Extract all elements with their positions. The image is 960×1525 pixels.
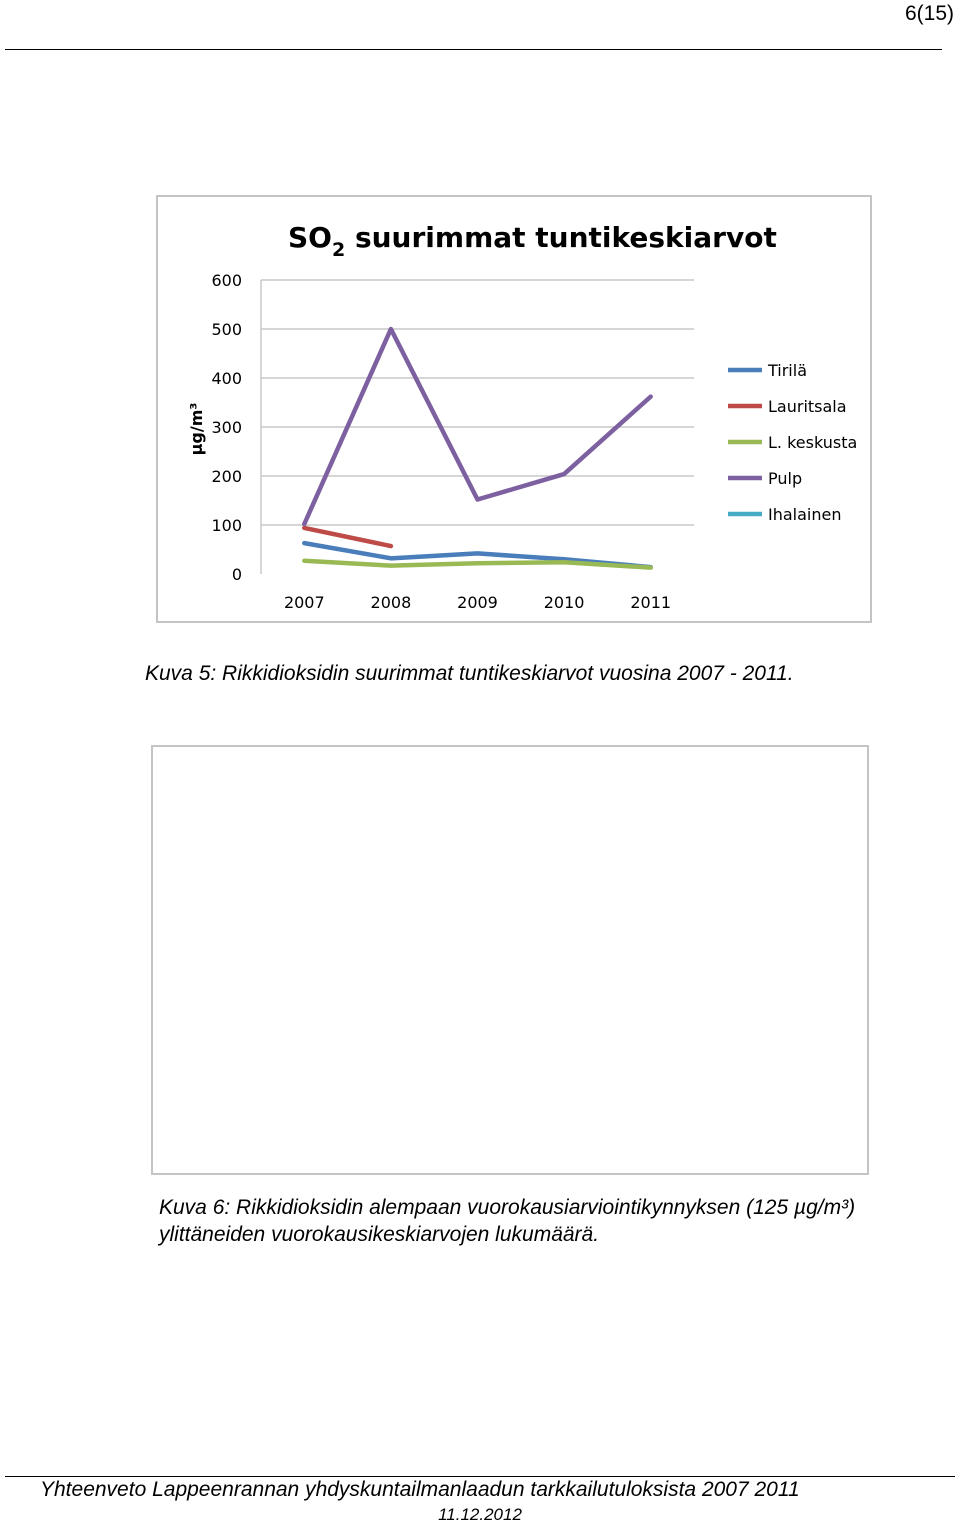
legend-label: Lauritsala	[768, 397, 847, 416]
chart-title-rest: suurimmat tuntikeskiarvot	[345, 221, 777, 254]
x-tick-label: 2010	[543, 593, 585, 612]
y-tick-label: 0	[231, 565, 242, 584]
grid-layer	[261, 280, 694, 574]
series-layer	[304, 329, 650, 568]
y-tick-label: 500	[211, 320, 242, 339]
legend-label: Tirilä	[768, 361, 807, 380]
so2-line-chart	[156, 195, 872, 623]
figure-6-frame	[151, 745, 869, 1175]
y-tick-label: 600	[211, 271, 242, 290]
footer-text: Yhteenveto Lappeenrannan yhdyskuntailmanlaadun tarkkailutuloksista 2007 2011	[40, 1478, 800, 1501]
y-tick-label: 200	[211, 467, 242, 486]
x-tick-label: 2009	[457, 593, 498, 612]
legend-label: L. keskusta	[768, 433, 858, 452]
chart-title	[288, 221, 777, 261]
y-tick-labels	[211, 271, 242, 584]
page-number: 6(15)	[904, 2, 954, 25]
chart-svg	[158, 197, 874, 625]
y-tick-label: 400	[211, 369, 242, 388]
y-tick-label: 300	[211, 418, 242, 437]
legend-label: Pulp	[768, 469, 803, 488]
y-tick-label: 100	[211, 516, 242, 535]
footer-rule	[5, 1476, 955, 1477]
y-axis-label: µg/m³	[187, 402, 206, 456]
x-tick-labels	[284, 593, 671, 612]
legend	[728, 361, 857, 524]
legend-label: Ihalainen	[768, 505, 842, 524]
chart-title-subscript: 2	[331, 239, 346, 261]
figure-6-caption-line2: ylittäneiden vuorokausikeskiarvojen lukumäärä.	[159, 1223, 600, 1246]
figure-6-caption-line1: Kuva 6: Rikkidioksidin alempaan vuorokausiarviointikynnyksen (125 µg/m³)	[159, 1196, 856, 1219]
x-tick-label: 2007	[283, 593, 325, 612]
x-tick-label: 2011	[630, 593, 672, 612]
x-tick-label: 2008	[370, 593, 412, 612]
figure-6-caption	[159, 1194, 855, 1248]
footer-date: 11.12.2012	[438, 1505, 522, 1524]
chart-title-main: SO	[288, 221, 332, 254]
header-rule	[5, 49, 942, 50]
figure-5-caption: Kuva 5: Rikkidioksidin suurimmat tuntikeskiarvot vuosina 2007 - 2011.	[145, 662, 794, 685]
